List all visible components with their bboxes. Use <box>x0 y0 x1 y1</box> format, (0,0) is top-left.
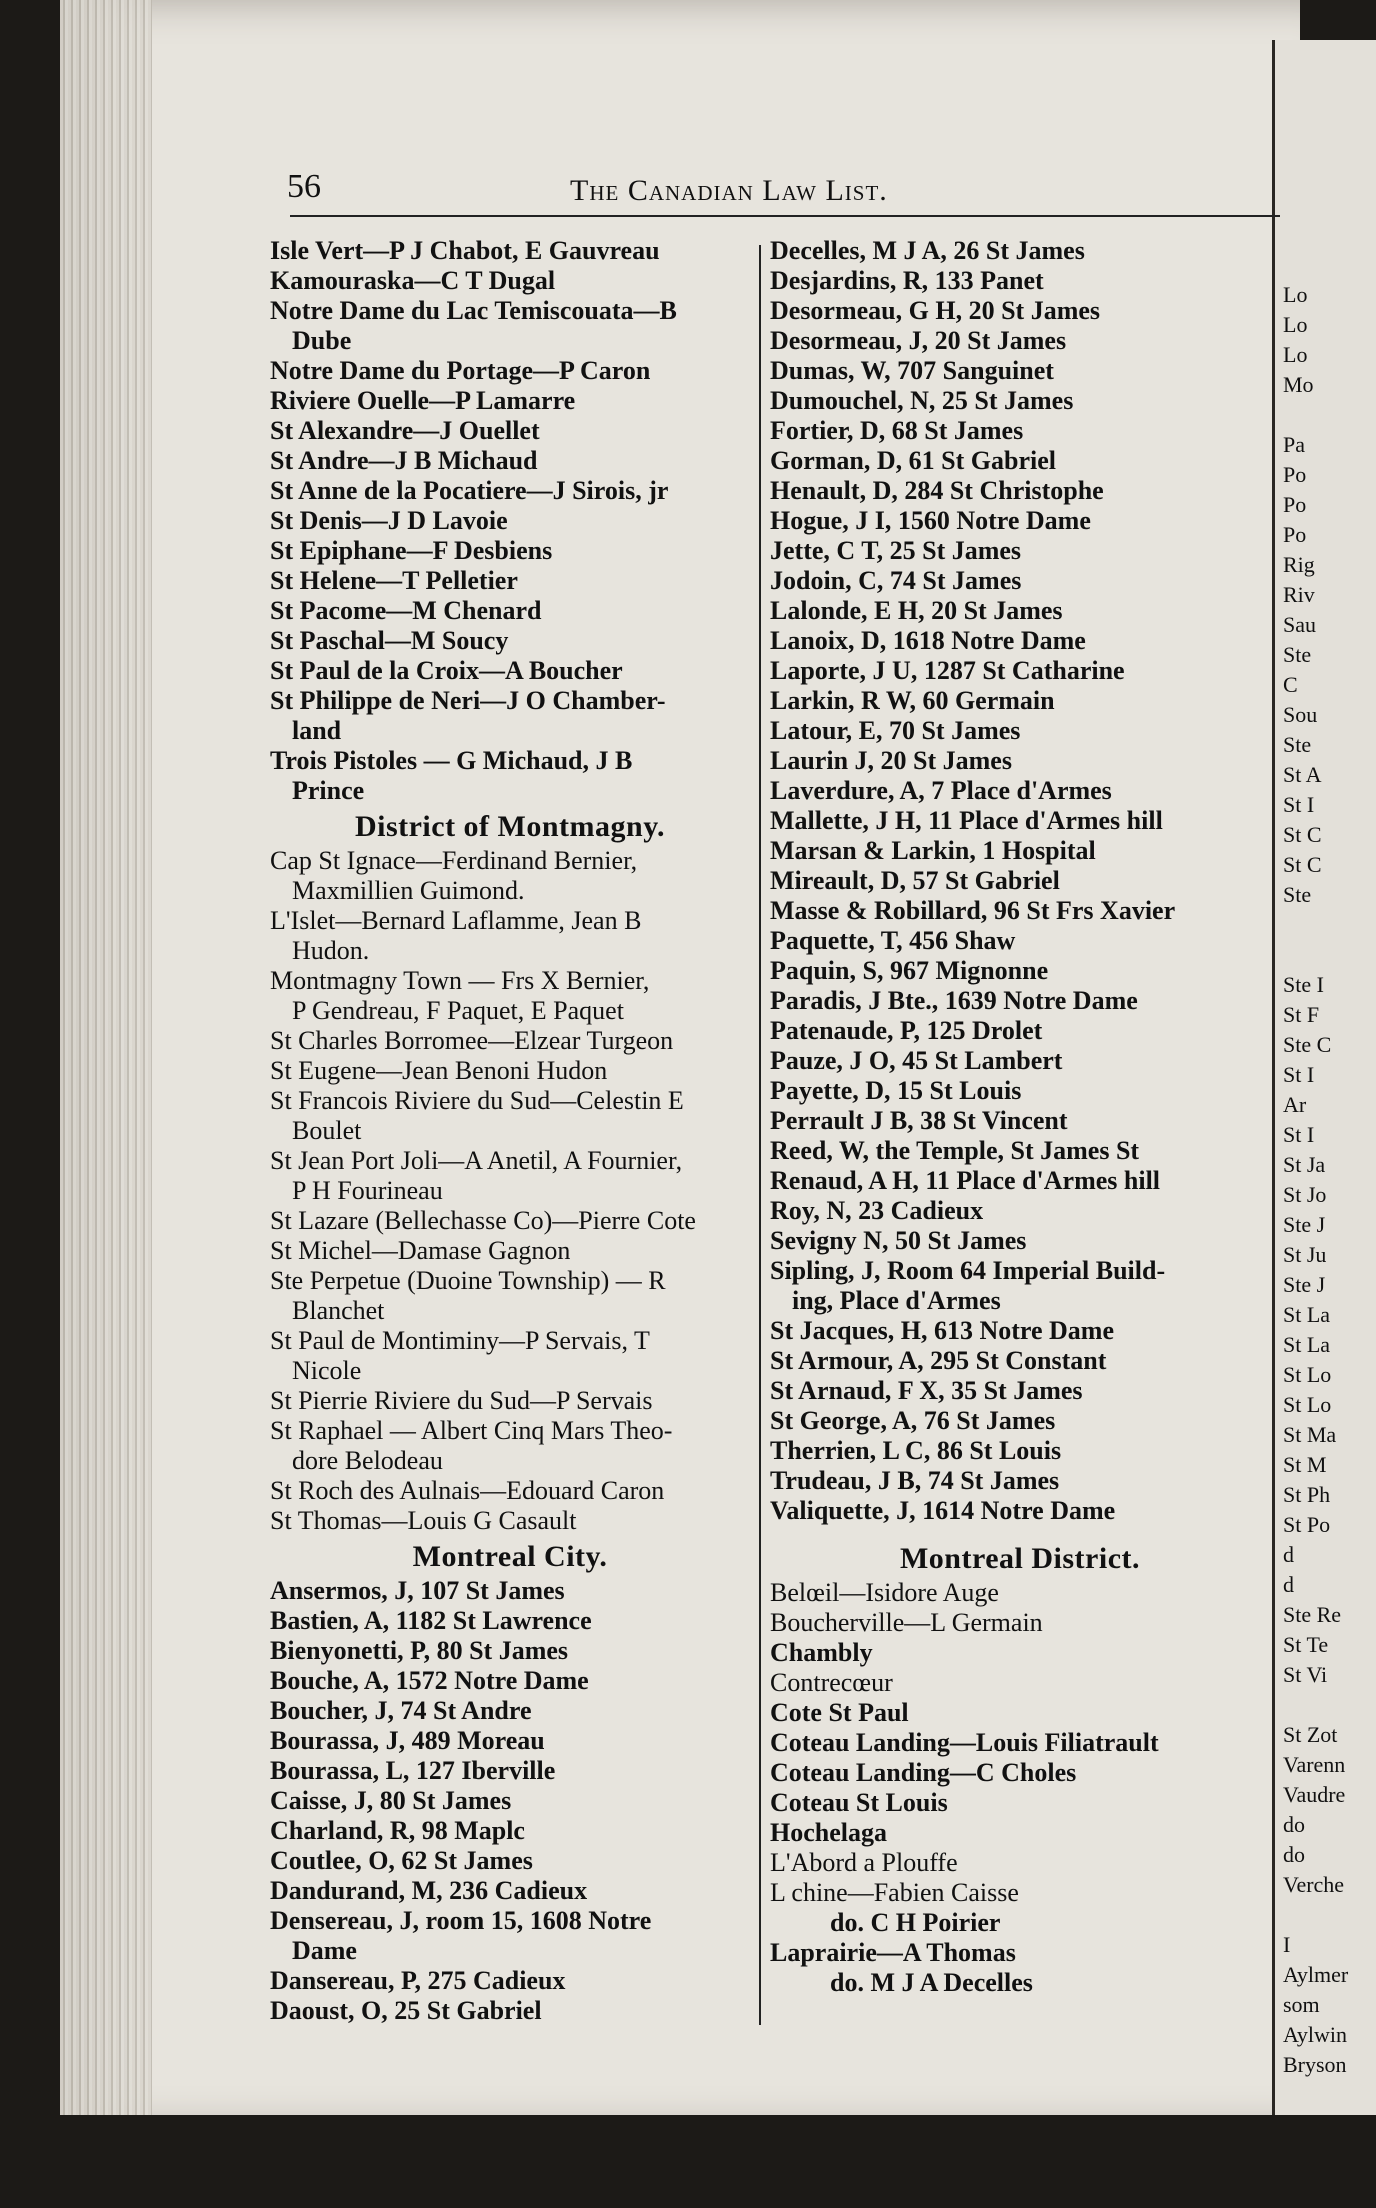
directory-entry: Desormeau, G H, 20 St James <box>770 296 1101 325</box>
directory-entry: Boucher, J, 74 St Andre <box>270 1696 532 1725</box>
facing-page-fragment: d <box>1283 1572 1294 1597</box>
section-heading: Montreal District. <box>899 1542 1141 1575</box>
facing-page-fragment: St Lo <box>1283 1392 1332 1417</box>
facing-page-fragment: Ar <box>1283 1092 1307 1117</box>
directory-entry: Hogue, J I, 1560 Notre Dame <box>770 506 1091 535</box>
running-title: The Canadian Law List. <box>570 174 888 207</box>
directory-entry: Mireault, D, 57 St Gabriel <box>770 866 1060 895</box>
facing-page-fragment: St La <box>1283 1302 1331 1327</box>
directory-entry: St Paul de la Croix—A Boucher <box>270 656 623 685</box>
directory-entry: do. C H Poirier <box>830 1908 1001 1937</box>
directory-entry: Ste Perpetue (Duoine Township) — R <box>270 1266 666 1295</box>
facing-page-fragment: St Ja <box>1283 1152 1326 1177</box>
directory-entry: St Jean Port Joli—A Anetil, A Fournier, <box>270 1146 683 1175</box>
facing-page-fragment: Sou <box>1283 702 1318 727</box>
directory-entry: Montmagny Town — Frs X Bernier, <box>270 966 650 995</box>
directory-entry: Caisse, J, 80 St James <box>270 1786 512 1815</box>
facing-page-fragment: Aylmer <box>1283 1962 1349 1987</box>
directory-entry: Bienyonetti, P, 80 St James <box>270 1636 569 1665</box>
directory-entry: St Andre—J B Michaud <box>270 446 538 475</box>
facing-page-fragment: St I <box>1283 792 1315 817</box>
facing-page-fragment: Bryson <box>1283 2052 1347 2077</box>
facing-page-text <box>1283 280 1348 2080</box>
directory-entry: Laporte, J U, 1287 St Catharine <box>770 656 1125 685</box>
directory-entry: Coteau Landing—Louis Filiatrault <box>770 1728 1159 1757</box>
directory-entry: St Epiphane—F Desbiens <box>270 536 553 565</box>
directory-entry: Patenaude, P, 125 Drolet <box>770 1016 1043 1045</box>
directory-entry: Riviere Ouelle—P Lamarre <box>270 386 576 415</box>
entry-continuation: Nicole <box>292 1356 362 1385</box>
directory-entry: St Pierrie Riviere du Sud—P Servais <box>270 1386 653 1415</box>
facing-page-fragment <box>1283 1690 1348 1720</box>
facing-page-fragment: St C <box>1283 852 1322 877</box>
directory-entry: Perrault J B, 38 St Vincent <box>770 1106 1068 1135</box>
directory-entry: Laverdure, A, 7 Place d'Armes <box>770 776 1112 805</box>
directory-entry: Desormeau, J, 20 St James <box>770 326 1067 355</box>
directory-entry: Decelles, M J A, 26 St James <box>770 236 1085 265</box>
facing-page-fragment: Verche <box>1283 1872 1345 1897</box>
facing-page-fragment <box>1283 940 1348 970</box>
directory-entry: Cote St Paul <box>770 1698 909 1727</box>
entry-continuation: Prince <box>292 776 365 805</box>
facing-page-fragment: Lo <box>1283 282 1308 307</box>
directory-entry: L'Abord a Plouffe <box>770 1848 958 1877</box>
facing-page-fragment <box>1283 400 1348 430</box>
facing-page-fragment: Vaudre <box>1283 1782 1346 1807</box>
header-rule <box>290 215 1280 217</box>
directory-entry: St Michel—Damase Gagnon <box>270 1236 571 1265</box>
page-edge <box>60 0 152 2130</box>
entry-continuation: P H Fourineau <box>292 1176 443 1205</box>
directory-entry: Charland, R, 98 Maplc <box>270 1816 525 1845</box>
directory-entry: St Francois Riviere du Sud—Celestin E <box>270 1086 684 1115</box>
directory-entry: Coteau St Louis <box>770 1788 948 1817</box>
facing-page-fragment: St La <box>1283 1332 1331 1357</box>
entry-continuation: Dube <box>292 326 352 355</box>
directory-entry: Larkin, R W, 60 Germain <box>770 686 1055 715</box>
facing-page-fragment: Ste <box>1283 732 1312 757</box>
section-heading: Montreal City. <box>412 1540 608 1573</box>
facing-page-fragment: Po <box>1283 462 1307 487</box>
directory-entry: St Thomas—Louis G Casault <box>270 1506 577 1535</box>
directory-entry: Bastien, A, 1182 St Lawrence <box>270 1606 592 1635</box>
facing-page-fragment: St I <box>1283 1062 1315 1087</box>
directory-entry: Coteau Landing—C Choles <box>770 1758 1077 1787</box>
directory-entry: Mallette, J H, 11 Place d'Armes hill <box>770 806 1163 835</box>
facing-page-fragment: St Po <box>1283 1512 1331 1537</box>
directory-entry: Fortier, D, 68 St James <box>770 416 1024 445</box>
facing-page-fragment: St Vi <box>1283 1662 1328 1687</box>
facing-page-fragment: St C <box>1283 822 1322 847</box>
facing-page-fragment: I <box>1283 1932 1291 1957</box>
page-number: 56 <box>287 168 321 205</box>
directory-entry: Gorman, D, 61 St Gabriel <box>770 446 1056 475</box>
directory-entry: Paradis, J Bte., 1639 Notre Dame <box>770 986 1138 1015</box>
facing-page-fragment: St I <box>1283 1122 1315 1147</box>
right-column <box>770 236 1270 1998</box>
directory-entry: Sevigny N, 50 St James <box>770 1226 1027 1255</box>
facing-page-fragment: St Ph <box>1283 1482 1331 1507</box>
directory-entry: St Denis—J D Lavoie <box>270 506 508 535</box>
directory-entry: Valiquette, J, 1614 Notre Dame <box>770 1496 1116 1525</box>
facing-page <box>1272 40 1376 2140</box>
facing-page-fragment: St Lo <box>1283 1362 1332 1387</box>
directory-entry: Hochelaga <box>770 1818 887 1847</box>
directory-entry: St Paschal—M Soucy <box>270 626 509 655</box>
directory-entry: Latour, E, 70 St James <box>770 716 1021 745</box>
section-heading: District of Montmagny. <box>354 810 666 843</box>
facing-page-fragment: St Zot <box>1283 1722 1338 1747</box>
directory-entry: L'Islet—Bernard Laflamme, Jean B <box>270 906 642 935</box>
directory-entry: St Pacome—M Chenard <box>270 596 542 625</box>
directory-entry: Daoust, O, 25 St Gabriel <box>270 1996 542 2025</box>
facing-page-fragment: Pa <box>1283 432 1305 457</box>
facing-page-fragment: Ste <box>1283 882 1312 907</box>
directory-entry: Bouche, A, 1572 Notre Dame <box>270 1666 589 1695</box>
facing-page-fragment: Mo <box>1283 372 1314 397</box>
directory-entry: Jette, C T, 25 St James <box>770 536 1022 565</box>
directory-entry: Belœil—Isidore Auge <box>770 1578 999 1607</box>
directory-entry: Roy, N, 23 Cadieux <box>770 1196 984 1225</box>
directory-entry: St Arnaud, F X, 35 St James <box>770 1376 1083 1405</box>
directory-entry: Desjardins, R, 133 Panet <box>770 266 1044 295</box>
directory-entry: Trudeau, J B, 74 St James <box>770 1466 1060 1495</box>
directory-entry: do. M J A Decelles <box>830 1968 1033 1997</box>
directory-entry: Marsan & Larkin, 1 Hospital <box>770 836 1096 865</box>
directory-entry: Notre Dame du Portage—P Caron <box>270 356 651 385</box>
facing-page-fragment: St Ma <box>1283 1422 1337 1447</box>
directory-entry: St Alexandre—J Ouellet <box>270 416 540 445</box>
directory-entry: Reed, W, the Temple, St James St <box>770 1136 1140 1165</box>
directory-entry: Lalonde, E H, 20 St James <box>770 596 1063 625</box>
directory-entry: Trois Pistoles — G Michaud, J B <box>270 746 633 775</box>
facing-page-fragment: Ste <box>1283 642 1312 667</box>
left-column <box>270 236 750 2026</box>
entry-continuation: Blanchet <box>292 1296 385 1325</box>
facing-page-fragment: St Ju <box>1283 1242 1327 1267</box>
directory-entry: St Paul de Montiminy—P Servais, T <box>270 1326 650 1355</box>
entry-continuation: Boulet <box>292 1116 362 1145</box>
directory-entry: St Jacques, H, 613 Notre Dame <box>770 1316 1114 1345</box>
facing-page-fragment: do <box>1283 1842 1305 1867</box>
facing-page-fragment <box>1283 910 1348 940</box>
directory-entry: St Eugene—Jean Benoni Hudon <box>270 1056 608 1085</box>
directory-entry: Chambly <box>770 1638 873 1667</box>
facing-page-fragment: Ste J <box>1283 1272 1326 1297</box>
facing-page-fragment: Sau <box>1283 612 1316 637</box>
directory-entry: Dumas, W, 707 Sanguinet <box>770 356 1054 385</box>
entry-continuation: ing, Place d'Armes <box>792 1286 1001 1315</box>
directory-entry: Densereau, J, room 15, 1608 Notre <box>270 1906 652 1935</box>
directory-entry: St Armour, A, 295 St Constant <box>770 1346 1107 1375</box>
directory-entry: Pauze, J O, 45 St Lambert <box>770 1046 1063 1075</box>
facing-page-fragment: som <box>1283 1992 1320 2017</box>
directory-entry: Contrecœur <box>770 1668 893 1697</box>
facing-page-fragment <box>1283 1900 1348 1930</box>
facing-page-fragment: St Jo <box>1283 1182 1327 1207</box>
facing-page-fragment: Aylwin <box>1283 2022 1347 2047</box>
directory-entry: Payette, D, 15 St Louis <box>770 1076 1022 1105</box>
facing-page-fragment: Po <box>1283 492 1307 517</box>
facing-page-fragment: do <box>1283 1812 1305 1837</box>
directory-entry: Renaud, A H, 11 Place d'Armes hill <box>770 1166 1161 1195</box>
directory-entry: St Raphael — Albert Cinq Mars Theo- <box>270 1416 673 1445</box>
directory-entry: Henault, D, 284 St Christophe <box>770 476 1104 505</box>
directory-entry: St Lazare (Bellechasse Co)—Pierre Cote <box>270 1206 696 1235</box>
directory-entry: Notre Dame du Lac Temiscouata—B <box>270 296 677 325</box>
directory-entry: Ansermos, J, 107 St James <box>270 1576 565 1605</box>
directory-entry: L chine—Fabien Caisse <box>770 1878 1019 1907</box>
directory-entry: St Anne de la Pocatiere—J Sirois, jr <box>270 476 669 505</box>
facing-page-fragment: Ste C <box>1283 1032 1332 1057</box>
directory-entry: Jodoin, C, 74 St James <box>770 566 1022 595</box>
facing-page-fragment: Po <box>1283 522 1307 547</box>
directory-entry: Sipling, J, Room 64 Imperial Build- <box>770 1256 1166 1285</box>
directory-entry: Paquin, S, 967 Mignonne <box>770 956 1049 985</box>
entry-continuation: Dame <box>292 1936 357 1965</box>
directory-entry: Masse & Robillard, 96 St Frs Xavier <box>770 896 1176 925</box>
directory-entry: Lanoix, D, 1618 Notre Dame <box>770 626 1086 655</box>
directory-entry: Cap St Ignace—Ferdinand Bernier, <box>270 846 638 875</box>
facing-page-fragment: St M <box>1283 1452 1327 1477</box>
facing-page-fragment: St F <box>1283 1002 1320 1027</box>
page-header <box>275 160 1285 220</box>
directory-entry: Bourassa, J, 489 Moreau <box>270 1726 545 1755</box>
spacer <box>770 1526 1270 1538</box>
facing-page-fragment: C <box>1283 672 1298 697</box>
entry-continuation: Hudon. <box>292 936 370 965</box>
facing-page-fragment: Riv <box>1283 582 1315 607</box>
facing-page-fragment: Lo <box>1283 342 1308 367</box>
directory-entry: Paquette, T, 456 Shaw <box>770 926 1016 955</box>
directory-entry: St Philippe de Neri—J O Chamber- <box>270 686 666 715</box>
directory-entry: Kamouraska—C T Dugal <box>270 266 556 295</box>
facing-page-fragment: Ste J <box>1283 1212 1326 1237</box>
column-divider <box>759 245 761 2025</box>
directory-entry: St Charles Borromee—Elzear Turgeon <box>270 1026 674 1055</box>
facing-page-fragment: St Te <box>1283 1632 1329 1657</box>
entry-continuation: land <box>292 716 342 745</box>
facing-page-fragment: Varenn <box>1283 1752 1346 1777</box>
directory-entry: Laurin J, 20 St James <box>770 746 1012 775</box>
facing-page-fragment: d <box>1283 1542 1294 1567</box>
directory-entry: Therrien, L C, 86 St Louis <box>770 1436 1062 1465</box>
facing-page-fragment: St A <box>1283 762 1322 787</box>
directory-entry: Laprairie—A Thomas <box>770 1938 1016 1967</box>
directory-entry: St Helene—T Pelletier <box>270 566 518 595</box>
facing-page-fragment: Lo <box>1283 312 1308 337</box>
directory-entry: Dandurand, M, 236 Cadieux <box>270 1876 588 1905</box>
entry-continuation: Maxmillien Guimond. <box>292 876 525 905</box>
directory-entry: Dansereau, P, 275 Cadieux <box>270 1966 566 1995</box>
facing-page-fragment: Rig <box>1283 552 1315 577</box>
directory-entry: Dumouchel, N, 25 St James <box>770 386 1074 415</box>
entry-continuation: dore Belodeau <box>292 1446 443 1475</box>
directory-entry: St George, A, 76 St James <box>770 1406 1056 1435</box>
facing-page-fragment: Ste I <box>1283 972 1324 997</box>
directory-entry: Isle Vert—P J Chabot, E Gauvreau <box>270 236 660 265</box>
entry-continuation: P Gendreau, F Paquet, E Paquet <box>292 996 624 1025</box>
facing-page-fragment: Ste Re <box>1283 1602 1342 1627</box>
scan-background <box>0 2115 1376 2208</box>
directory-entry: Bourassa, L, 127 Iberville <box>270 1756 556 1785</box>
directory-entry: St Roch des Aulnais—Edouard Caron <box>270 1476 665 1505</box>
directory-entry: Boucherville—L Germain <box>770 1608 1043 1637</box>
directory-entry: Coutlee, O, 62 St James <box>270 1846 533 1875</box>
